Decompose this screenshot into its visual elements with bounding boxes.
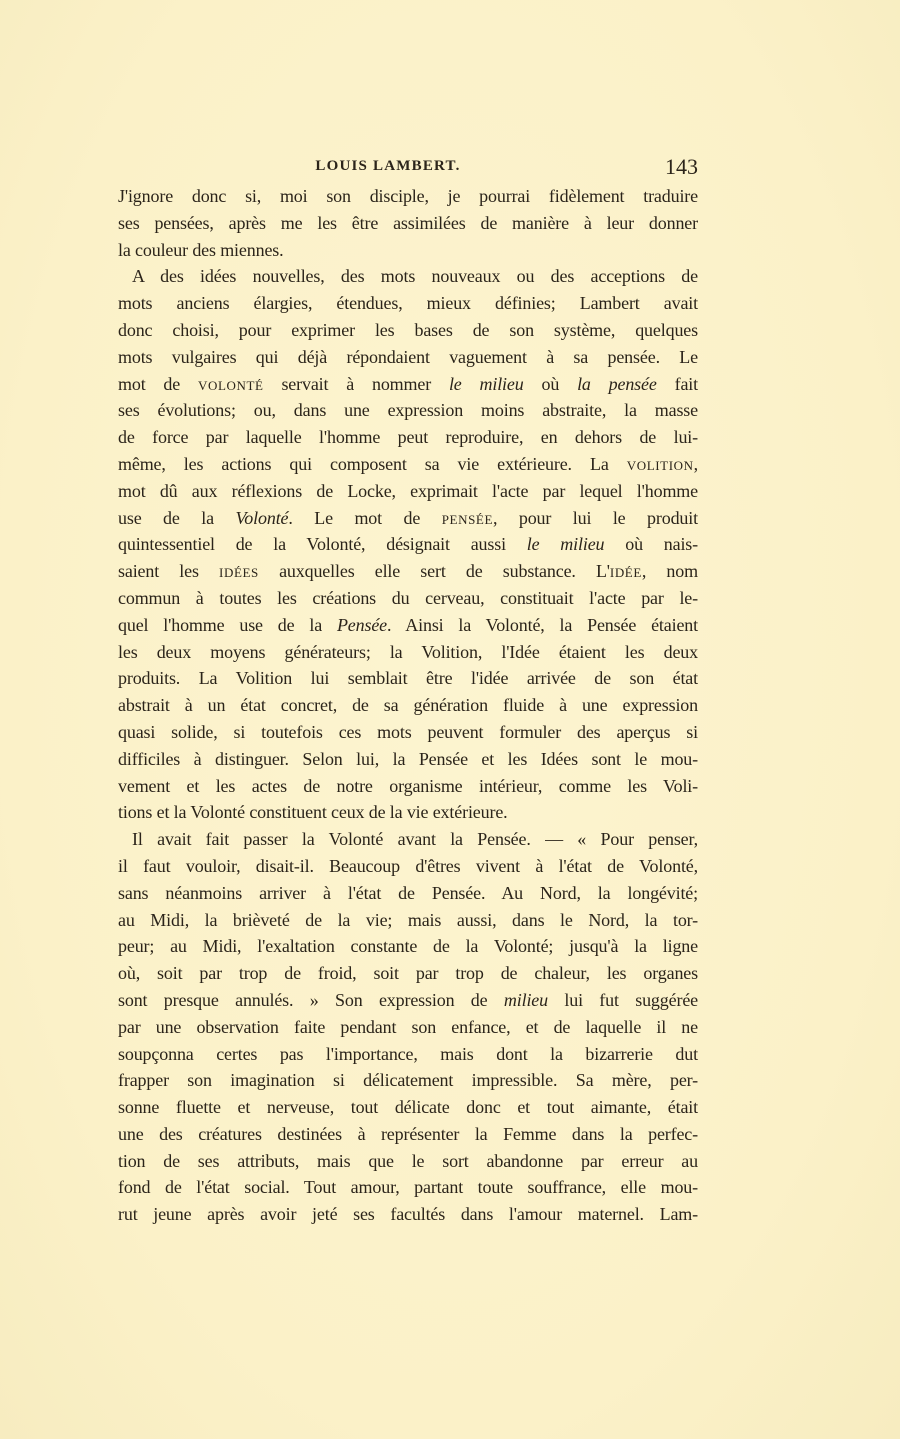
text-run: saient les [118,561,220,582]
text-line [118,665,698,692]
text-line [118,290,698,317]
text-line [118,1067,698,1094]
body-text [118,183,698,1228]
text-line [118,397,698,424]
text-run: mots anciens élargies, étendues, mieux définies; Lambert avait [118,293,698,314]
text-run: quel l'homme use de la [118,614,337,635]
text-line [118,692,698,719]
text-line [118,639,698,666]
text-run: sonne fluette et nerveuse, tout délicate donc et tout aimante, était [118,1097,698,1118]
small-caps-text: pensée [441,507,493,528]
italic-text: le milieu [448,373,524,394]
text-run: même, les actions qui composent sa vie extérieure. La [118,453,627,474]
text-run: sans néanmoins arriver à l'état de Pensée. Au Nord, la longévité; [118,882,698,903]
text-run: . Ainsi la Volonté, la Pensée étaient [387,614,699,635]
text-line [118,263,698,290]
text-run: mots vulgaires qui déjà répondaient vaguement à sa pensée. Le [118,346,698,367]
text-line [118,317,698,344]
text-line [118,773,698,800]
running-title: LOUIS LAMBERT. [315,158,461,174]
small-caps-text: idées [219,561,259,582]
text-line [118,1094,698,1121]
italic-text: Pensée [336,614,388,635]
text-line [118,826,698,853]
text-run: J'ignore donc si, moi son disciple, je pourrai fidèlement traduire [118,186,698,206]
page-number: 143 [665,154,698,179]
text-run: où, soit par trop de froid, soit par trop de chaleur, les organes [118,963,698,984]
text-run: abstrait à un état concret, de sa génération fluide à une expression [118,695,698,716]
text-run: auxquelles elle sert de substance. L' [258,561,610,582]
text-run: , pour lui le produit [493,507,698,528]
text-run: la couleur des miennes. [118,239,284,260]
text-line [118,585,698,612]
text-line [118,344,698,371]
text-run: . Le mot de [288,507,442,528]
text-run: tions et la Volonté constituent ceux de la vie extérieure. [118,802,508,823]
text-line [118,960,698,987]
text-line [118,612,698,639]
text-run: où nais- [604,534,699,555]
text-run: sont presque annulés. » Son expression de [118,989,504,1010]
text-line [118,799,698,826]
text-line [118,210,698,237]
text-run: difficiles à distinguer. Selon lui, la Pensée et les Idées sont le mou- [118,748,698,769]
text-run: fait [656,373,698,394]
text-run: mot de [118,373,198,394]
text-run: lui fut suggérée [547,989,698,1010]
text-run: il faut vouloir, disait-il. Beaucoup d'êtres vivent à l'état de Volonté, [118,855,698,876]
text-run: quasi solide, si toutefois ces mots peuvent formuler des aperçus si [118,721,698,742]
text-line [118,505,698,532]
text-line [118,933,698,960]
text-line [118,853,698,880]
text-run: commun à toutes les créations du cerveau, constituait l'acte par le- [118,587,698,608]
text-run: tion de ses attributs, mais que le sort abandonne par erreur au [118,1150,698,1171]
text-run: où [523,373,578,394]
small-caps-text: volition [626,453,694,474]
text-line [118,1201,698,1228]
text-run: ses évolutions; ou, dans une expression moins abstraite, la masse [118,400,698,421]
small-caps-text: idée [609,561,642,582]
text-run: mot dû aux réflexions de Locke, exprimait l'acte par lequel l'homme [118,480,698,501]
text-line [118,371,698,398]
text-line [118,1148,698,1175]
page-header [118,154,698,180]
text-run: les deux moyens générateurs; la Volition, l'Idée étaient les deux [118,641,698,662]
text-run: au Midi, la brièveté de la vie; mais aussi, dans le Nord, la tor- [118,909,698,930]
text-run: ses pensées, après me les être assimilées de manière à leur donner [118,212,698,233]
text-run: fond de l'état social. Tout amour, partant toute souffrance, elle mou- [118,1177,698,1198]
text-line [118,987,698,1014]
text-line [118,1121,698,1148]
italic-text: la pensée [577,373,657,394]
text-run: par une observation faite pendant son enfance, et de laquelle il ne [118,1016,698,1037]
text-run: une des créatures destinées à représenter la Femme dans la perfec- [118,1123,698,1144]
text-run: , [693,453,698,474]
italic-text: le milieu [526,534,605,555]
text-run: quintessentiel de la Volonté, désignait aussi [118,534,527,555]
text-line [118,531,698,558]
text-run: A des idées nouvelles, des mots nouveaux ou des acceptions de [132,266,698,287]
text-line [118,1014,698,1041]
text-run: de force par laquelle l'homme peut reproduire, en dehors de lui- [118,427,698,448]
text-run: frapper son imagination si délicatement impressible. Sa mère, per- [118,1070,698,1091]
italic-text: Volonté [235,507,289,528]
small-caps-text: volonté [198,373,264,394]
text-line [118,907,698,934]
text-line [118,478,698,505]
text-run: vement et les actes de notre organisme intérieur, comme les Voli- [118,775,698,796]
text-run: , nom [641,561,698,582]
text-line [118,451,698,478]
text-line [118,1174,698,1201]
text-line [118,183,698,210]
text-run: rut jeune après avoir jeté ses facultés dans l'amour maternel. Lam- [118,1204,698,1225]
text-run: produits. La Volition lui semblait être l'idée arrivée de son état [118,668,698,689]
text-run: peur; au Midi, l'exaltation constante de la Volonté; jusqu'à la ligne [118,936,698,957]
text-line [118,1041,698,1068]
text-line [118,237,698,264]
text-line [118,424,698,451]
text-line [118,558,698,585]
text-line [118,880,698,907]
text-line [118,719,698,746]
text-run: use de la [118,507,236,528]
text-run: donc choisi, pour exprimer les bases de son système, quelques [118,319,698,340]
text-run: Il avait fait passer la Volonté avant la Pensée. — « Pour penser, [132,829,698,850]
text-line [118,746,698,773]
text-run: soupçonna certes pas l'importance, mais dont la bizarrerie dut [118,1043,698,1064]
italic-text: milieu [503,989,548,1010]
text-run: servait à nommer [263,373,449,394]
